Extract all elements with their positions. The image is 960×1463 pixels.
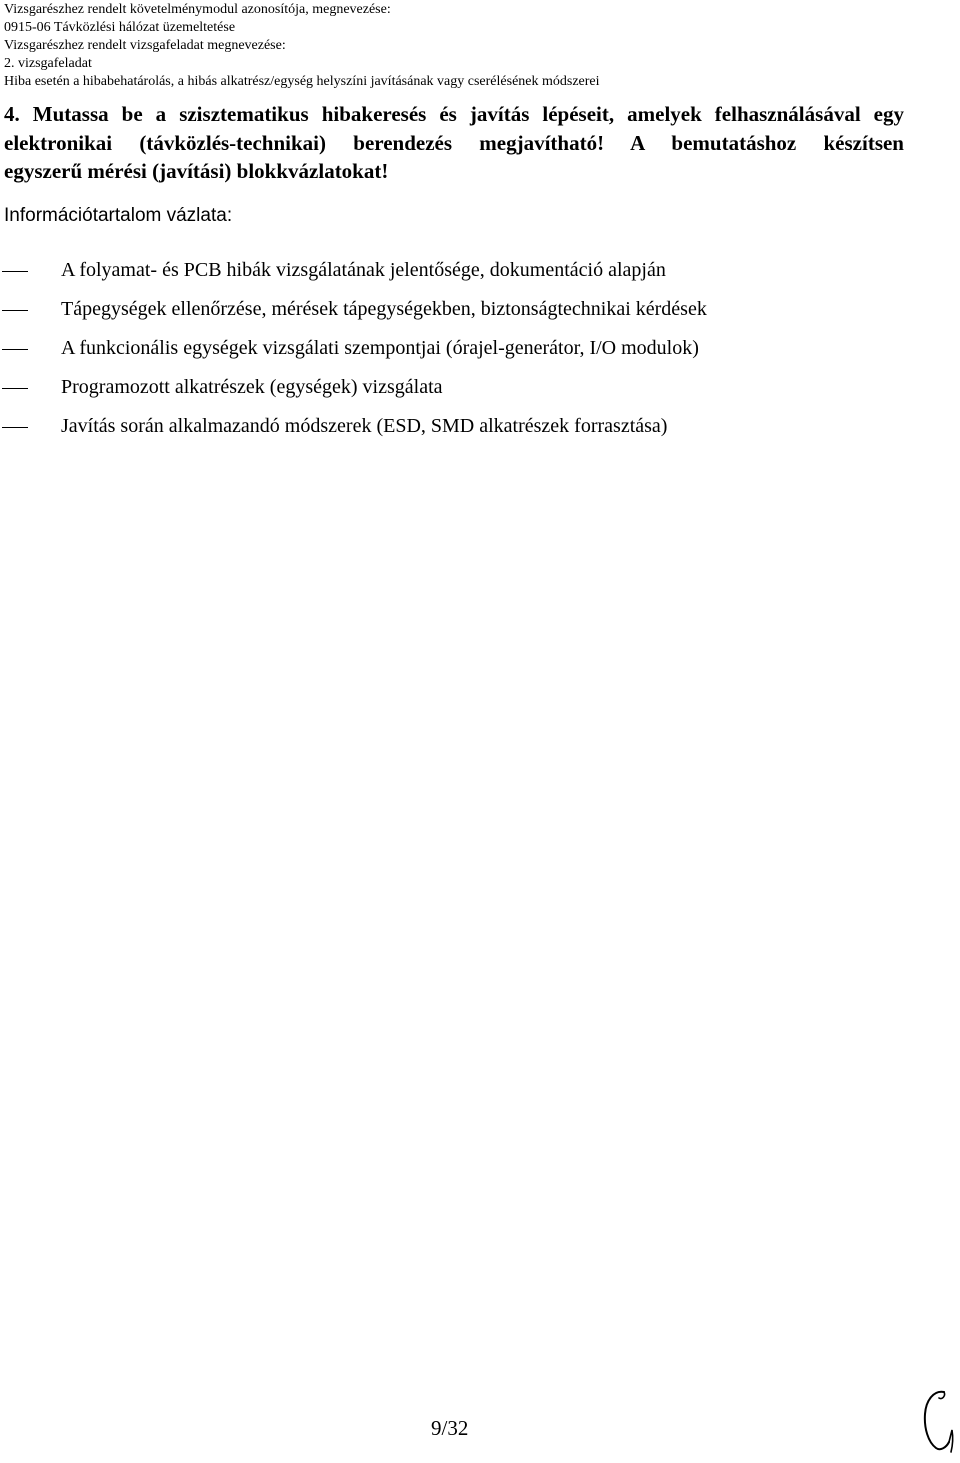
header-task-number: 2. vizsgafeladat <box>4 56 92 71</box>
outline-label: Információtartalom vázlata: <box>4 205 233 226</box>
outline-item-text: A folyamat- és PCB hibák vizsgálatának jelentősége, dokumentáció alapján <box>61 259 666 281</box>
dash-bullet-icon <box>2 427 28 428</box>
outline-item-text: Programozott alkatrészek (egységek) vizsgálata <box>61 376 443 398</box>
task-question <box>4 100 904 186</box>
handwritten-signature-icon <box>920 1386 956 1458</box>
outline-item-text: Javítás során alkalmazandó módszerek (ESD, SMD alkatrészek forrasztása) <box>61 415 668 437</box>
outline-item <box>0 297 940 336</box>
page-header <box>4 1 944 91</box>
outline-item-text: A funkcionális egységek vizsgálati szempontjai (órajel-generátor, I/O modulok) <box>61 337 699 359</box>
outline-list <box>0 258 940 453</box>
outline-item-text: Tápegységek ellenőrzése, mérések tápegységekben, biztonságtechnikai kérdések <box>61 298 707 320</box>
dash-bullet-icon <box>2 388 28 389</box>
task-question-line: 4. Mutassa be a szisztematikus hibakeresés és javítás lépéseit, amelyek felhasználásával egy <box>4 102 904 126</box>
task-question-line: elektronikai (távközlés-technikai) berendezés megjavítható! A bemutatáshoz készítsen <box>4 130 904 155</box>
page-number: 9/32 <box>431 1416 469 1440</box>
header-task-name: Hiba esetén a hibabehatárolás, a hibás alkatrész/egység helyszíni javításának vagy cserélésének módszerei <box>4 74 600 89</box>
dash-bullet-icon <box>2 310 28 311</box>
task-question-line: egyszerű mérési (javítási) blokkvázlatokat! <box>4 159 389 183</box>
outline-item <box>0 258 940 297</box>
header-task-label: Vizsgarészhez rendelt vizsgafeladat megnevezése: <box>4 38 286 53</box>
dash-bullet-icon <box>2 271 28 272</box>
header-module-label: Vizsgarészhez rendelt követelménymodul azonosítója, megnevezése: <box>4 2 391 17</box>
outline-item <box>0 375 940 414</box>
outline-item <box>0 336 940 375</box>
outline-item <box>0 414 940 453</box>
dash-bullet-icon <box>2 349 28 350</box>
header-module-name: 0915-06 Távközlési hálózat üzemeltetése <box>4 20 236 35</box>
